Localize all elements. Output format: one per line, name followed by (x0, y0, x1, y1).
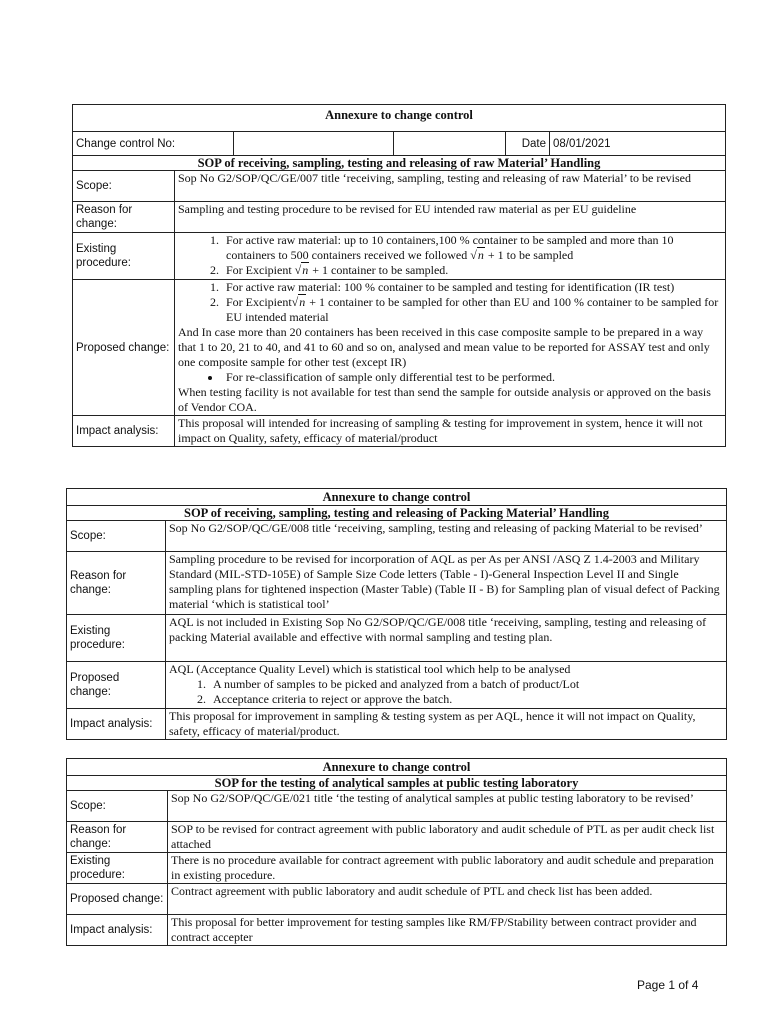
proposed-label: Proposed change: (67, 884, 168, 915)
scope-label: Scope: (67, 791, 168, 822)
sop-title: SOP of receiving, sampling, testing and releasing of Packing Material’ Handling (67, 506, 727, 521)
scope-text: Sop No G2/SOP/QC/GE/008 title ‘receiving, sampling, testing and releasing of packing Material to be revised’ (166, 521, 727, 552)
existing-item-2: 2. For Excipient √n + 1 container to be sampled. (222, 263, 722, 278)
reason-text: SOP to be revised for contract agreement with public laboratory and audit schedule of PTL as per audit check list attached (168, 822, 727, 853)
proposed-change (166, 662, 727, 709)
proposed-item-1: 1. For active raw material: 100 % container to be sampled and testing for identification (IR test) (222, 280, 722, 295)
reason-label: Reason for change: (67, 552, 166, 615)
page-number: Page 1 of 4 (637, 978, 699, 992)
existing-text: AQL is not included in Existing Sop No G2/SOP/QC/GE/008 title ‘receiving, sampling, testing and releasing of packing Material available and effective with normal sampling and testing plan. (166, 615, 727, 662)
blank-cell (394, 132, 506, 156)
reason-label: Reason for change: (73, 202, 175, 233)
existing-label: Existing procedure: (67, 615, 166, 662)
impact-label: Impact analysis: (67, 709, 166, 740)
proposed-label: Proposed change: (73, 280, 175, 416)
proposed-item-1: 1. A number of samples to be picked and analyzed from a batch of product/Lot (209, 677, 723, 692)
proposed-paragraph-outside: When testing facility is not available for test than send the sample for outside analysis or approved on the basis of Vendor COA. (178, 385, 711, 414)
impact-label: Impact analysis: (67, 915, 168, 946)
annexure-table-packing-material (66, 488, 727, 740)
impact-text: This proposal for improvement in sampling & testing system as per AQL, hence it will not impact on Quality, safety, efficacy of material/product. (166, 709, 727, 740)
proposed-paragraph-composite: And In case more than 20 containers has been received in this case composite sample to be prepared in a way that 1 to 20, 21 to 40, and 41 to 60 and so on, analysed and mean value to be reported for ASSAY test and only one composite sample for other test (except IR) (178, 325, 710, 369)
sqrt-n-symbol: √n (294, 263, 309, 277)
sop-title: SOP of receiving, sampling, testing and releasing of raw Material’ Handling (73, 156, 726, 171)
proposed-item-2: 2. For Excipient√n + 1 container to be sampled for other than EU and 100 % container to be sampled for EU intended material (222, 295, 722, 325)
scope-text: Sop No G2/SOP/QC/GE/007 title ‘receiving, sampling, testing and releasing of raw Material’ to be revised (175, 171, 726, 202)
existing-label: Existing procedure: (67, 853, 168, 884)
proposed-bullet: • For re-classification of sample only differential test to be performed. (222, 370, 722, 385)
annexure-title: Annexure to change control (67, 759, 727, 776)
annexure-table-public-testing-lab (66, 758, 727, 946)
date-label: Date (506, 132, 550, 156)
change-control-value (234, 132, 394, 156)
impact-text: This proposal for better improvement for testing samples like RM/FP/Stability between contract provider and contract accepter (168, 915, 727, 946)
existing-text: There is no procedure available for contract agreement with public laboratory and audit schedule and preparation in existing procedure. (168, 853, 727, 884)
existing-label: Existing procedure: (73, 233, 175, 280)
scope-text: Sop No G2/SOP/QC/GE/021 title ‘the testing of analytical samples at public testing laboratory to be revised’ (168, 791, 727, 822)
impact-text: This proposal will intended for increasing of sampling & testing for improvement in system, hence it will not impact on Quality, safety, efficacy of material/product (175, 416, 726, 447)
existing-item-1: 1. For active raw material: up to 10 containers,100 % container to be sampled and more than 10 containers to 500 containers received we followed √n + 1 to be sampled (222, 233, 722, 263)
date-value: 08/01/2021 (550, 132, 726, 156)
sqrt-n-symbol: √n (291, 295, 306, 309)
sop-title: SOP for the testing of analytical samples at public testing laboratory (67, 776, 727, 791)
annexure-title: Annexure to change control (67, 489, 727, 506)
reason-label: Reason for change: (67, 822, 168, 853)
annexure-title: Annexure to change control (73, 105, 726, 132)
proposed-change (175, 280, 726, 416)
scope-label: Scope: (67, 521, 166, 552)
reason-text: Sampling and testing procedure to be revised for EU intended raw material as per EU guideline (175, 202, 726, 233)
existing-procedure (175, 233, 726, 280)
scope-label: Scope: (73, 171, 175, 202)
proposed-label: Proposed change: (67, 662, 166, 709)
proposed-text: Contract agreement with public laboratory and audit schedule of PTL and check list has been added. (168, 884, 727, 915)
impact-label: Impact analysis: (73, 416, 175, 447)
sqrt-n-symbol: √n (470, 248, 484, 262)
proposed-intro: AQL (Acceptance Quality Level) which is statistical tool which help to be analysed (169, 662, 571, 676)
reason-text: Sampling procedure to be revised for incorporation of AQL as per As per ANSI /ASQ Z 1.4-2003 and Military Standard (MIL-STD-105E) of Sample Size Code letters (Table - I)-General Inspection Level II and Single sampling plans for tightened inspection (Master Table) (Table II - B) for Sampling plan of visual defect of Packing material ‘which is statistical tool’ (166, 552, 727, 615)
proposed-item-2: 2. Acceptance criteria to reject or approve the batch. (209, 692, 723, 707)
change-control-label: Change control No: (73, 132, 234, 156)
annexure-table-raw-material (72, 104, 726, 447)
